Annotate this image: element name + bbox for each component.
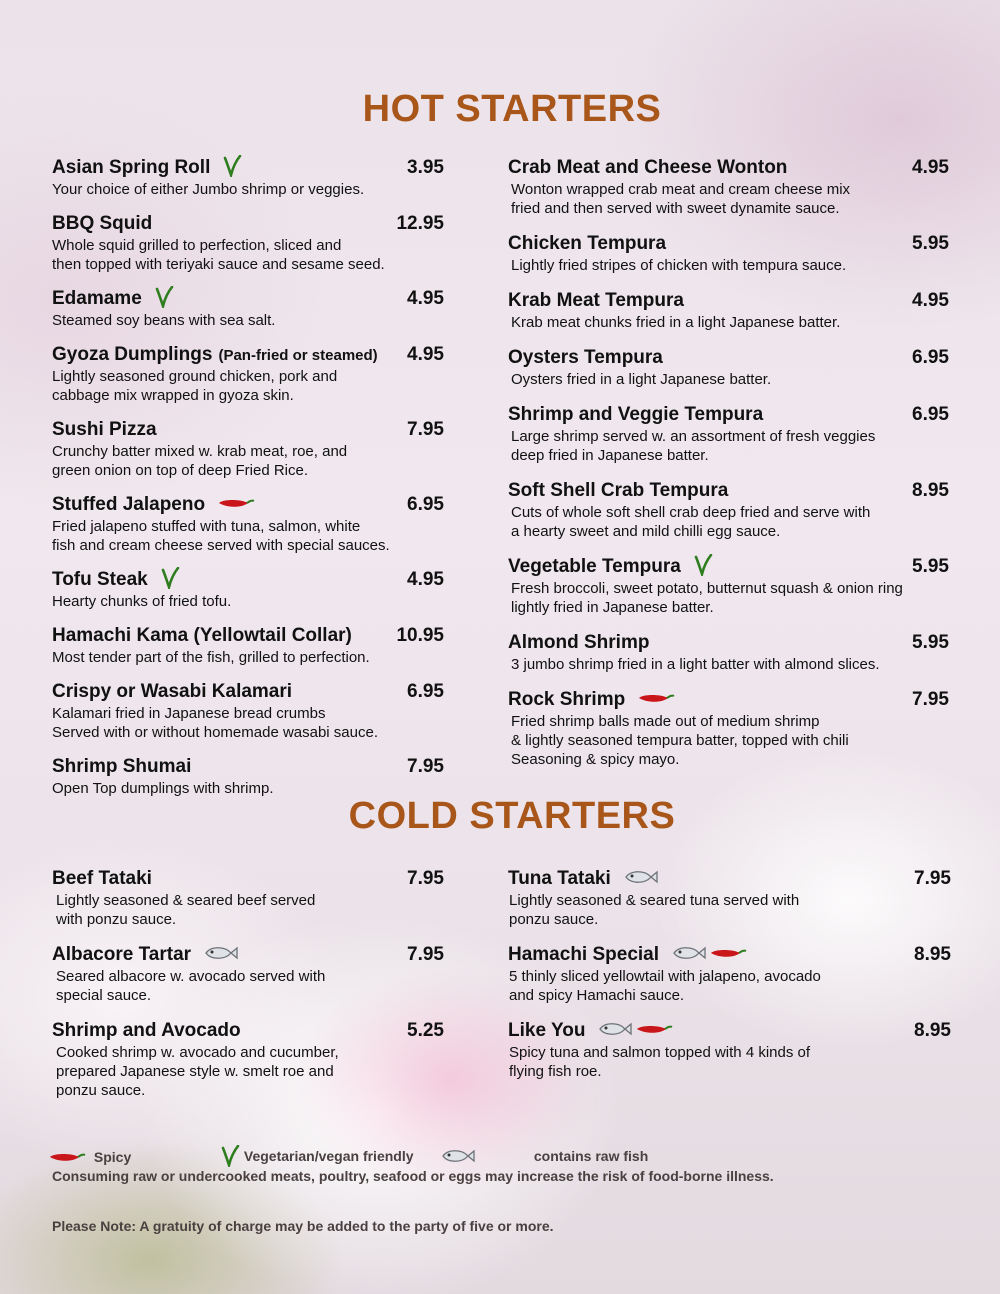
menu-item-description: Hearty chunks of fried tofu. (52, 593, 232, 610)
menu-item-price: 4.95 (912, 157, 949, 178)
menu-item-name: Shrimp Shumai (52, 756, 192, 777)
menu-item-price: 7.95 (912, 689, 949, 710)
menu-item-header (508, 232, 949, 256)
menu-item-header (52, 680, 444, 704)
menu-item-header (52, 943, 444, 967)
menu-item-description: Crunchy batter mixed w. krab meat, roe, and (52, 443, 348, 460)
hot-starters-title: HOT STARTERS (362, 88, 662, 130)
menu-item (508, 289, 949, 332)
menu-item-description: and spicy Hamachi sauce. (509, 987, 685, 1004)
chili-pepper-icon (48, 1148, 86, 1169)
menu-item (508, 631, 949, 674)
menu-item-name: Almond Shrimp (508, 632, 650, 653)
menu-item-price: 8.95 (912, 480, 949, 501)
menu-item-description: cabbage mix wrapped in gyoza skin. (52, 387, 294, 404)
menu-item-description: ponzu sauce. (509, 911, 599, 928)
menu-item-header (508, 943, 951, 967)
menu-item (52, 568, 444, 611)
menu-item-price: 5.95 (912, 233, 949, 254)
menu-item-name: Asian Spring Roll (52, 157, 211, 178)
menu-item-header (52, 418, 444, 442)
legend-raw-fish-label: contains raw fish (533, 1148, 649, 1165)
vegetarian-icon (160, 567, 180, 594)
menu-item (52, 867, 444, 929)
menu-item-header (508, 156, 949, 180)
menu-item-name: Rock Shrimp (508, 689, 626, 710)
menu-item-name: Krab Meat Tempura (508, 290, 684, 311)
menu-item-header (52, 624, 444, 648)
menu-item-name: Gyoza Dumplings (52, 344, 213, 365)
raw-fish-icon (203, 943, 239, 968)
cold-starters-title: COLD STARTERS (348, 795, 676, 837)
menu-item-description: 5 thinly sliced yellowtail with jalapeno, avocado (509, 968, 821, 985)
menu-item-description: Large shrimp served w. an assortment of fresh veggies (511, 428, 876, 445)
menu-item-name: Vegetable Tempura (508, 556, 681, 577)
menu-item-price: 6.95 (912, 404, 949, 425)
menu-item (508, 688, 949, 769)
menu-item (52, 680, 444, 742)
menu-item-description: Cuts of whole soft shell crab deep fried and serve with (511, 504, 871, 521)
menu-item-header (52, 568, 444, 592)
menu-item (52, 624, 444, 667)
hot-right-column (508, 156, 949, 783)
menu-item-description: special sauce. (56, 987, 152, 1004)
menu-item-description: Fried jalapeno stuffed with tuna, salmon, white (52, 518, 361, 535)
menu-item-price: 3.95 (407, 157, 444, 178)
menu-item-description: Lightly seasoned & seared beef served (56, 892, 316, 909)
menu-item-description: Most tender part of the fish, grilled to perfection. (52, 649, 370, 666)
menu-item (52, 493, 444, 555)
menu-item-name: Stuffed Jalapeno (52, 494, 206, 515)
vegetarian-icon (154, 286, 174, 313)
menu-item (52, 156, 444, 199)
cold-left-column (52, 867, 444, 1114)
menu-item-header (508, 479, 949, 503)
menu-item-description: Lightly seasoned & seared tuna served with (509, 892, 800, 909)
menu-item-price: 7.95 (407, 756, 444, 777)
menu-item-description: Your choice of either Jumbo shrimp or veggies. (52, 181, 365, 198)
menu-item-description: Oysters fried in a light Japanese batter. (511, 371, 772, 388)
menu-item-description: fish and cream cheese served with special sauces. (52, 537, 390, 554)
menu-item-price: 4.95 (912, 290, 949, 311)
menu-item (52, 212, 444, 274)
menu-item-price: 6.95 (407, 681, 444, 702)
gratuity-note: Please Note: A gratuity of charge may be added to the party of five or more. (52, 1218, 554, 1234)
menu-item-description: Lightly seasoned ground chicken, pork and (52, 368, 338, 385)
menu-item-price: 6.95 (407, 494, 444, 515)
chili-pepper-icon (635, 1020, 673, 1043)
menu-item (508, 943, 951, 1005)
menu-item-name: Shrimp and Veggie Tempura (508, 404, 764, 425)
menu-item-header (52, 287, 444, 311)
food-safety-warning: Consuming raw or undercooked meats, poultry, seafood or eggs may increase the risk of food-borne illness. (52, 1168, 774, 1184)
menu-item-description: flying fish roe. (509, 1063, 602, 1080)
menu-item-name: Like You (508, 1020, 586, 1041)
menu-item-price: 5.25 (407, 1020, 444, 1041)
menu-item-header (52, 156, 444, 180)
menu-item-note: (Pan-fried or steamed) (218, 346, 378, 364)
raw-fish-icon (623, 867, 659, 892)
legend-spicy (48, 1148, 131, 1169)
menu-item-header (52, 1019, 444, 1043)
menu-item-header (508, 403, 949, 427)
legend-vegetarian-label: Vegetarian/vegan friendly (243, 1148, 414, 1165)
menu-item-description: Served with or without homemade wasabi sauce. (52, 724, 379, 741)
menu-item-name: Soft Shell Crab Tempura (508, 480, 729, 501)
menu-item-description: Whole squid grilled to perfection, sliced and (52, 237, 342, 254)
menu-item-description: Seared albacore w. avocado served with (56, 968, 326, 985)
legend-raw-fish (440, 1146, 648, 1169)
chili-pepper-icon (709, 944, 747, 967)
legend-vegetarian (220, 1145, 414, 1170)
menu-item-header (508, 1019, 951, 1043)
menu-item-description: Open Top dumplings with shrimp. (52, 780, 274, 797)
menu-item-header (508, 346, 949, 370)
menu-item-description: Kalamari fried in Japanese bread crumbs (52, 705, 326, 722)
menu-item-header (52, 493, 444, 517)
menu-item-description: Spicy tuna and salmon topped with 4 kinds of (509, 1044, 811, 1061)
menu-item-description: & lightly seasoned tempura batter, topped with chili (511, 732, 849, 749)
menu-item-description: Steamed soy beans with sea salt. (52, 312, 276, 329)
menu-item-header (508, 867, 951, 891)
menu-item-description: with ponzu sauce. (56, 911, 177, 928)
menu-item-description: ponzu sauce. (56, 1082, 146, 1099)
menu-item (52, 287, 444, 330)
legend-spicy-label: Spicy (93, 1149, 132, 1166)
menu-item-description: Cooked shrimp w. avocado and cucumber, (56, 1044, 339, 1061)
chili-pepper-icon (637, 689, 675, 712)
cold-right-column (508, 867, 951, 1095)
menu-item (508, 346, 949, 389)
menu-item (508, 156, 949, 218)
menu-item-description: prepared Japanese style w. smelt roe and (56, 1063, 334, 1080)
menu-item-price: 7.95 (407, 419, 444, 440)
vegetarian-icon (222, 155, 242, 182)
menu-item-header (52, 212, 444, 236)
menu-item (508, 867, 951, 929)
menu-item-description: Fried shrimp balls made out of medium shrimp (511, 713, 820, 730)
menu-item-price: 8.95 (914, 1020, 951, 1041)
menu-item (508, 232, 949, 275)
menu-item-header (508, 631, 949, 655)
menu-item (52, 1019, 444, 1100)
menu-item-description: Fresh broccoli, sweet potato, butternut squash & onion ring (511, 580, 903, 597)
menu-item-description: 3 jumbo shrimp fried in a light batter with almond slices. (511, 656, 880, 673)
menu-item-name: Oysters Tempura (508, 347, 663, 368)
menu-item (52, 418, 444, 480)
menu-item-price: 4.95 (407, 344, 444, 365)
menu-item-header (52, 755, 444, 779)
menu-item-name: Hamachi Kama (Yellowtail Collar) (52, 625, 352, 646)
menu-item-price: 7.95 (407, 944, 444, 965)
menu-item-description: Krab meat chunks fried in a light Japanese batter. (511, 314, 841, 331)
chili-pepper-icon (217, 494, 255, 517)
raw-fish-icon (671, 943, 707, 968)
menu-item-price: 12.95 (396, 213, 444, 234)
menu-item-header (508, 289, 949, 313)
menu-item-header (508, 555, 949, 579)
hot-left-column (52, 156, 444, 811)
menu-item-description: Seasoning & spicy mayo. (511, 751, 680, 768)
menu-item (52, 343, 444, 405)
menu-item-header (52, 867, 444, 891)
menu-item-name: Crab Meat and Cheese Wonton (508, 157, 788, 178)
raw-fish-icon (440, 1146, 476, 1169)
menu-item-price: 5.95 (912, 556, 949, 577)
menu-item-price: 6.95 (912, 347, 949, 368)
menu-item (508, 479, 949, 541)
menu-item-price: 4.95 (407, 569, 444, 590)
menu-item-price: 7.95 (407, 868, 444, 889)
menu-item-description: green onion on top of deep Fried Rice. (52, 462, 309, 479)
vegetarian-icon (693, 554, 713, 581)
menu-item-name: Crispy or Wasabi Kalamari (52, 681, 293, 702)
menu-item (508, 555, 949, 617)
menu-item-name: Chicken Tempura (508, 233, 667, 254)
menu-item-name: Albacore Tartar (52, 944, 192, 965)
menu-item-name: Edamame (52, 288, 142, 309)
menu-item-name: Beef Tataki (52, 868, 152, 889)
menu-item-description: fried and then served with sweet dynamite sauce. (511, 200, 840, 217)
menu-item-description: Lightly fried stripes of chicken with tempura sauce. (511, 257, 847, 274)
menu-item-description: a hearty sweet and mild chilli egg sauce. (511, 523, 781, 540)
menu-item (52, 755, 444, 798)
menu-item-name: Hamachi Special (508, 944, 660, 965)
menu-item-description: deep fried in Japanese batter. (511, 447, 709, 464)
menu-item (52, 943, 444, 1005)
menu-item-header (508, 688, 949, 712)
menu-item-price: 7.95 (914, 868, 951, 889)
menu-item-header (52, 343, 444, 367)
menu-item (508, 403, 949, 465)
menu-item-name: BBQ Squid (52, 213, 153, 234)
menu-item-description: lightly fried in Japanese batter. (511, 599, 714, 616)
menu-item-name: Tofu Steak (52, 569, 148, 590)
menu-item-price: 10.95 (396, 625, 444, 646)
menu-item-name: Sushi Pizza (52, 419, 157, 440)
menu-item-price: 4.95 (407, 288, 444, 309)
raw-fish-icon (597, 1019, 633, 1044)
menu-item-description: Wonton wrapped crab meat and cream cheese mix (511, 181, 851, 198)
menu-item-description: then topped with teriyaki sauce and sesame seed. (52, 256, 385, 273)
menu-item-name: Shrimp and Avocado (52, 1020, 241, 1041)
menu-item-name: Tuna Tataki (508, 868, 611, 889)
menu-item (508, 1019, 951, 1081)
menu-item-price: 5.95 (912, 632, 949, 653)
vegetarian-icon (220, 1145, 240, 1170)
menu-item-price: 8.95 (914, 944, 951, 965)
